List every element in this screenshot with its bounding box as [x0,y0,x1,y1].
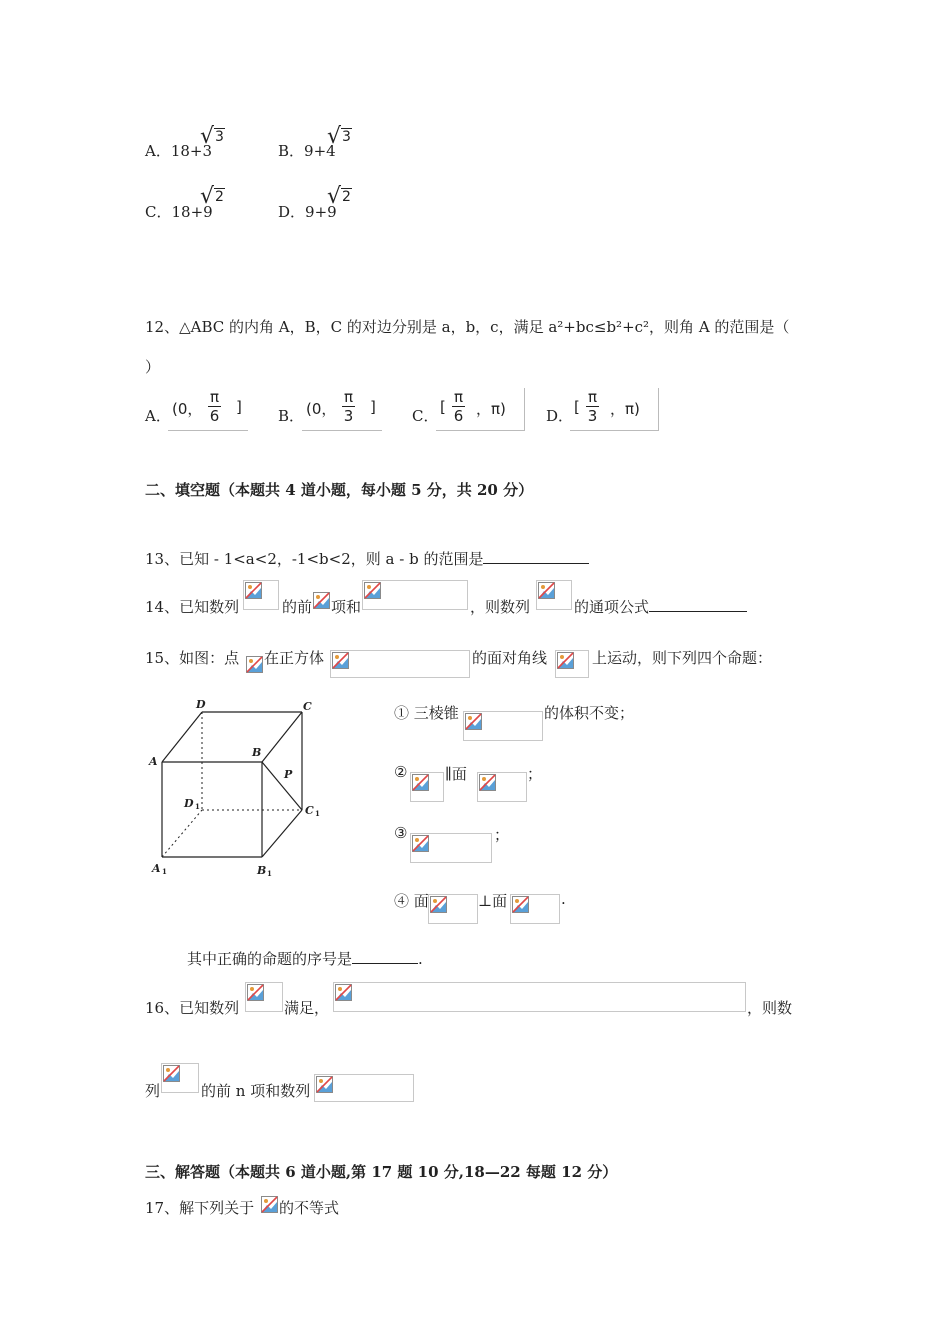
q11-option-b-label: B．9+4 [278,142,336,160]
broken-image-icon [412,774,429,791]
broken-image-icon [412,835,429,852]
q16-formula-image-3 [161,1063,199,1093]
q11-option-d-radical: √2 [327,184,351,209]
broken-image-icon [246,656,263,673]
q15-text-3: 的面对角线 [472,649,548,667]
q12-option-c-box: [ $\frac{\pi}{6}$ ，π) [436,388,525,431]
q12-option-d-label: D． [546,407,574,425]
q13: 13、已知 - 1<a<2，-1<b<2，则 a - b 的范围是 [145,548,589,569]
q17-text-2: 的不等式 [279,1199,340,1217]
q12-option-b-box: (0， $\frac{\pi}{3}$ ] [302,388,382,431]
q11-option-b-radical: √3 [327,124,351,149]
q16-text-1: 16、已知数列 [145,999,240,1017]
q14-formula-image-3 [362,580,468,610]
q12-stem-end: ） [145,358,161,376]
q15-item-2-image-2 [477,772,527,802]
q16-text-2: 满足， [284,999,330,1017]
broken-image-icon [313,592,330,609]
q14-text-1: 14、已知数列 [145,598,240,616]
q11-option-a-label: A．18+3 [145,142,213,160]
q12-option-b-label: B． [278,407,305,425]
q14-answer-blank [649,611,747,612]
q16-text-3: ，则数 [747,999,793,1017]
q12-option-d-fraction: $\frac{\pi}{3}$ [587,388,598,425]
section-2-title: 二、填空题（本题共 4 道小题，每小题 5 分，共 20 分） [145,481,534,499]
q15-item-1-end: 的体积不变； [544,704,635,722]
q14-formula-image-1 [243,580,279,610]
cube-label-b1-sub: 1 [267,869,272,878]
broken-image-icon [247,984,264,1001]
q15-item-4-end: . [561,890,566,908]
cube-label-d: D [196,698,206,711]
broken-image-icon [512,896,529,913]
q11-option-d-label: D．9+9 [278,203,337,221]
q14-text-2: 的前 [282,598,313,616]
q15-item-3-text: ③ [394,824,408,842]
q12-stem: 12、△ABC 的内角 A，B，C 的对边分别是 a，b，c，满足 a²+bc≤b²+c²，则角 A 的范围是（ [145,318,790,336]
cube-label-c1-sub: 1 [315,809,320,818]
cube-label-c: C [303,700,312,713]
q11-option-c-label: C．18+9 [145,203,213,221]
cube-label-a1: A [152,862,161,875]
q15-item-3-image [410,833,492,863]
broken-image-icon [316,1076,333,1093]
q14-formula-image-4 [536,580,572,610]
broken-image-icon [430,896,447,913]
broken-image-icon [479,774,496,791]
q16-text-5: 的前 n 项和数列 [201,1082,311,1100]
q12-option-c-label: C． [412,407,439,425]
broken-image-icon [364,582,381,599]
q12-option-c-fraction: $\frac{\pi}{6}$ [453,388,464,425]
q16-text-4: 列 [145,1082,161,1100]
broken-image-icon [538,582,555,599]
q12-option-a-label: A． [145,407,171,425]
broken-image-icon [261,1196,278,1213]
q12-option-a-fraction: $\frac{\pi}{6}$ [209,388,220,425]
q15-answer-blank [352,963,418,964]
q15-formula-image-diagonal [555,650,589,678]
q15-item-4-image-1 [428,894,478,924]
q15-text-4: 上运动，则下列四个命题： [592,649,773,667]
q11-option-a-radical: √3 [200,124,224,149]
q16-formula-image-2 [333,982,746,1012]
section-3-title: 三、解答题（本题共 6 道小题,第 17 题 10 分,18—22 每题 12 分） [145,1163,618,1181]
q14-formula-image-2 [313,592,331,610]
q13-answer-blank [483,563,589,564]
broken-image-icon [335,984,352,1001]
cube-label-a: A [149,755,158,768]
q11-option-c-radical: √2 [200,184,224,209]
q17-text-1: 17、解下列关于 [145,1199,255,1217]
q15-item-2-end: ； [527,765,543,783]
q14-text-4: ，则数列 [470,598,531,616]
q15-item-4-image-2 [510,894,560,924]
q15-text-1: 15、如图：点 [145,649,240,667]
q15-item-1-image [463,711,543,741]
q17-formula-image [261,1196,279,1214]
q14-text-5: 的通项公式 [574,596,747,617]
q16-formula-image-1 [245,982,283,1012]
q14-text-3: 项和 [331,598,362,616]
broken-image-icon [557,652,574,669]
cube-figure [140,690,330,890]
q12-option-b-fraction: $\frac{\pi}{3}$ [343,388,354,425]
q15-conclusion: 其中正确的命题的序号是 . [187,950,423,968]
broken-image-icon [245,582,262,599]
q12-option-d-box: [ $\frac{\pi}{3}$ ，π) [570,388,659,431]
q15-item-4-mid: ⊥面 [478,892,508,910]
q15-text-2: 在正方体 [264,649,325,667]
q15-item-3-end: ； [494,826,510,844]
cube-label-b1: B [257,864,267,877]
cube-label-d1-sub: 1 [195,802,200,811]
q15-item-1-text: ① 三棱锥 [394,704,459,722]
cube-label-p: P [284,768,293,781]
q12-option-a-box: (0， $\frac{\pi}{6}$ ] [168,388,248,431]
cube-label-d1: D [184,797,194,810]
q15-formula-image-cube [330,650,470,678]
q15-item-4-text: ④ 面 [394,892,429,910]
q15-item-2-image-1 [410,772,444,802]
cube-label-c1: C [305,804,314,817]
broken-image-icon [163,1065,180,1082]
q16-formula-image-4 [314,1074,414,1102]
q15-formula-image-p [246,654,264,676]
broken-image-icon [332,652,349,669]
broken-image-icon [465,713,482,730]
cube-label-b: B [252,746,262,759]
q15-item-2-text: ② [394,763,408,781]
cube-label-a1-sub: 1 [162,867,167,876]
q15-item-2-mid: ∥面 [445,765,467,783]
